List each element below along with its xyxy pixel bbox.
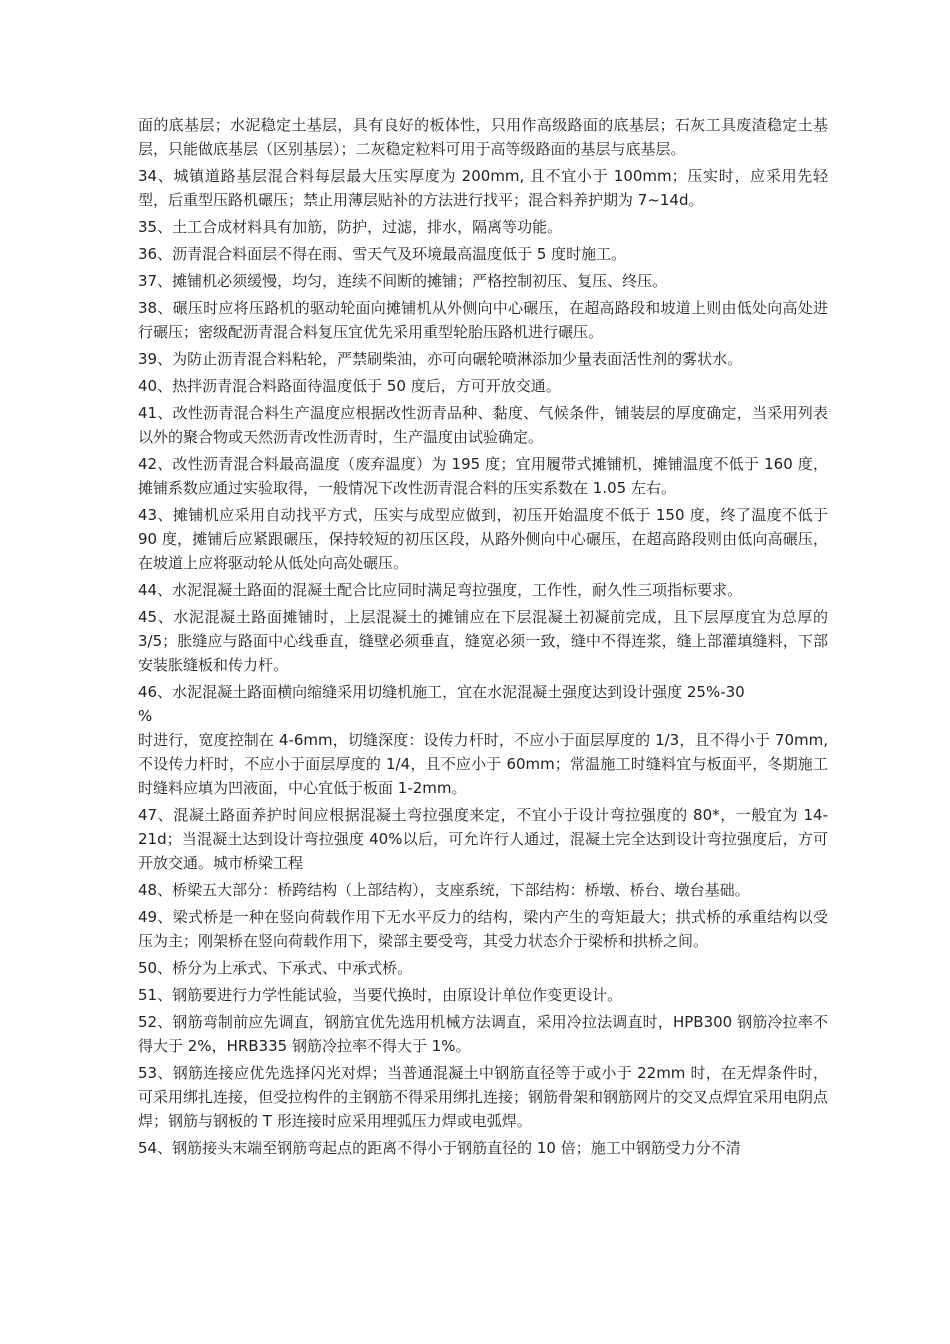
paragraph-37: 37、摊铺机必须缓慢，均匀，连续不间断的摊铺；严格控制初压、复压、终压。 [138, 272, 668, 290]
paragraph-41: 41、改性沥青混合料生产温度应根据改性沥青品种、黏度、气候条件，铺装层的厚度确定，当采用列表以外的聚合物或天然沥青改性沥青时，生产温度由试验确定。 [138, 404, 828, 446]
paragraph-50: 50、桥分为上承式、下承式、中承式桥。 [138, 959, 413, 977]
paragraph-43: 43、摊铺机应采用自动找平方式，压实与成型应做到，初压开始温度不低于 150 度，终了温度不低于 90 度，摊铺后应紧跟碾压，保持较短的初压区段，从路外侧向中心碾压，在超高路段则由低向高碾压，在坡道上应将驱动轮从低处向高处碾压。 [138, 506, 828, 572]
paragraph-continuation: 面的底基层；水泥稳定土基层，具有良好的板体性，只用作高级路面的底基层；石灰工具废渣稳定土基层，只能做底基层（区别基层）；二灰稳定粒料可用于高等级路面的基层与底基层。 [138, 116, 828, 158]
paragraph-40: 40、热拌沥青混合料路面待温度低于 50 度后，方可开放交通。 [138, 377, 561, 395]
paragraph-48: 48、桥梁五大部分：桥跨结构（上部结构），支座系统，下部结构：桥墩、桥台、墩台基础。 [138, 881, 750, 899]
paragraph-34: 34、城镇道路基层混合料每层最大压实厚度为 200mm, 且不宜小于 100mm；压实时，应采用先轻型，后重型压路机碾压；禁止用薄层贴补的方法进行找平；混合料养护期为 7~14d。 [138, 167, 828, 209]
document-body [138, 113, 828, 1163]
paragraph-35: 35、土工合成材料具有加筋，防护，过滤，排水，隔离等功能。 [138, 218, 563, 236]
paragraph-47: 47、混凝土路面养护时间应根据混凝土弯拉强度来定，不宜小于设计弯拉强度的 80*，一般宜为 14-21d；当混凝土达到设计弯拉强度 40%以后，可允许行人通过，混凝土完全达到设计弯拉强度后，方可开放交通。城市桥梁工程 [138, 806, 828, 872]
paragraph-39: 39、为防止沥青混合料粘轮，严禁刷柴油，亦可向碾轮喷淋添加少量表面活性剂的雾状水。 [138, 350, 743, 368]
paragraph-36: 36、沥青混合料面层不得在雨、雪天气及环境最高温度低于 5 度时施工。 [138, 245, 627, 263]
paragraph-45: 45、水泥混凝土路面摊铺时，上层混凝土的摊铺应在下层混凝土初凝前完成，且下层厚度宜为总厚的 3/5；胀缝应与路面中心线垂直，缝壁必须垂直，缝宽必须一致，缝中不得连浆，缝上部灌填缝料，下部安装胀缝板和传力杆。 [138, 608, 828, 674]
paragraph-51: 51、钢筋要进行力学性能试验，当要代换时，由原设计单位作变更设计。 [138, 986, 623, 1004]
paragraph-46: 46、水泥混凝土路面横向缩缝采用切缝机施工，宜在水泥混凝土强度达到设计强度 25%-30 % 时进行，宽度控制在 4-6mm，切缝深度：设传力杆时，不应小于面层厚度的 1/3，且不得小于 70mm, 不设传力杆时，不应小于面层厚度的 1/4，且不应小于 60mm；常温施工时缝料宜与板面平，冬期施工时缝料应填为凹液面，中心宜低于板面 1-2mm。 [138, 683, 828, 797]
paragraph-42: 42、改性沥青混合料最高温度（废弃温度）为 195 度；宜用履带式摊铺机，摊铺温度不低于 160 度，摊铺系数应通过实验取得，一般情况下改性沥青混合料的压实系数在 1.05 左右。 [138, 455, 828, 497]
paragraph-52: 52、钢筋弯制前应先调直，钢筋宜优先选用机械方法调直，采用冷拉法调直时，HPB300 钢筋冷拉率不得大于 2%，HRB335 钢筋冷拉率不得大于 1%。 [138, 1013, 828, 1055]
paragraph-49: 49、梁式桥是一种在竖向荷载作用下无水平反力的结构，梁内产生的弯矩最大；拱式桥的承重结构以受压为主；刚架桥在竖向荷载作用下，梁部主要受弯，其受力状态介于梁桥和拱桥之间。 [138, 908, 828, 950]
paragraph-38: 38、碾压时应将压路机的驱动轮面向摊铺机从外侧向中心碾压，在超高路段和坡道上则由低处向高处进行碾压；密级配沥青混合料复压宜优先采用重型轮胎压路机进行碾压。 [138, 299, 828, 341]
paragraph-44: 44、水泥混凝土路面的混凝土配合比应同时满足弯拉强度，工作性，耐久性三项指标要求。 [138, 581, 743, 599]
paragraph-54: 54、钢筋接头末端至钢筋弯起点的距离不得小于钢筋直径的 10 倍；施工中钢筋受力分不清 [138, 1139, 741, 1157]
paragraph-53: 53、钢筋连接应优先选择闪光对焊；当普通混凝土中钢筋直径等于或小于 22mm 时，在无焊条件时，可采用绑扎连接，但受拉构件的主钢筋不得采用绑扎连接；钢筋骨架和钢筋网片的交叉点焊宜采用电阴点焊；钢筋与钢板的 T 形连接时应采用埋弧压力焊或电弧焊。 [138, 1064, 829, 1130]
